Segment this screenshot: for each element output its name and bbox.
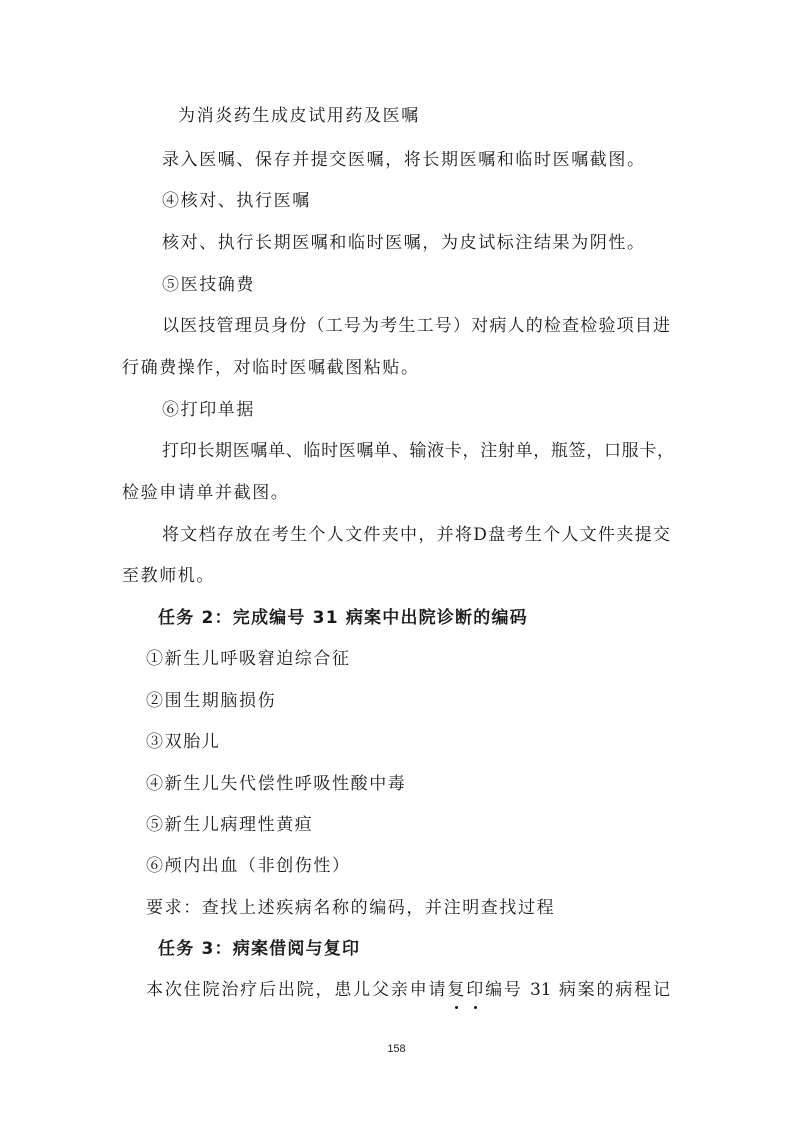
paragraph-line: 至教师机。 [122,566,215,586]
paragraph-line: 以医技管理员身份（工号为考生工号）对病人的检查检验项目进 [162,316,670,336]
paragraph-line: 核对、执行长期医嘱和临时医嘱，为皮试标注结果为阴性。 [162,233,646,253]
diagnosis-item: ⑤新生儿病理性黄疸 [146,815,314,835]
paragraph-line: 行确费操作，对临时医嘱截图粘贴。 [122,358,420,378]
section-label: ⑥打印单据 [162,400,255,420]
emphasis-char: 复 [447,980,467,1000]
page-number: 158 [387,1043,406,1055]
task3-text-end: 编号 31 病案的病程记 [485,980,671,1000]
diagnosis-item: ④新生儿失代偿性呼吸性酸中毒 [146,774,407,794]
paragraph-line: 检验申请单并截图。 [122,483,290,503]
diagnosis-item: ⑥颅内出血（非创伤性） [146,856,351,876]
section-label: ⑤医技确费 [162,275,255,295]
task3-heading: 任务 3：病案借阅与复印 [158,939,361,959]
paragraph-line: 打印长期医嘱单、临时医嘱单、输液卡，注射单，瓶签，口服卡， [162,441,674,461]
emphasis-char: 印 [466,980,486,1000]
paragraph-line: 为消炎药生成皮试用药及医嘱 [178,106,420,126]
paragraph-line: 录入医嘱、保存并提交医嘱，将长期医嘱和临时医嘱截图。 [162,150,646,170]
section-label: ④核对、执行医嘱 [162,191,311,211]
diagnosis-item: ①新生儿呼吸窘迫综合征 [146,649,351,669]
diagnosis-item: ③双胎儿 [146,732,221,752]
task3-paragraph [146,980,670,1000]
task2-heading: 任务 2：完成编号 31 病案中出院诊断的编码 [158,608,528,628]
paragraph-line: 将文档存放在考生个人文件夹中，并将D盘考生个人文件夹提交 [162,525,670,545]
task3-text-start: 本次住院治疗后出院，患儿父亲申请 [146,980,448,1000]
diagnosis-item: ②围生期脑损伤 [146,691,277,711]
requirement-text: 要求：查找上述疾病名称的编码，并注明查找过程 [146,898,556,918]
